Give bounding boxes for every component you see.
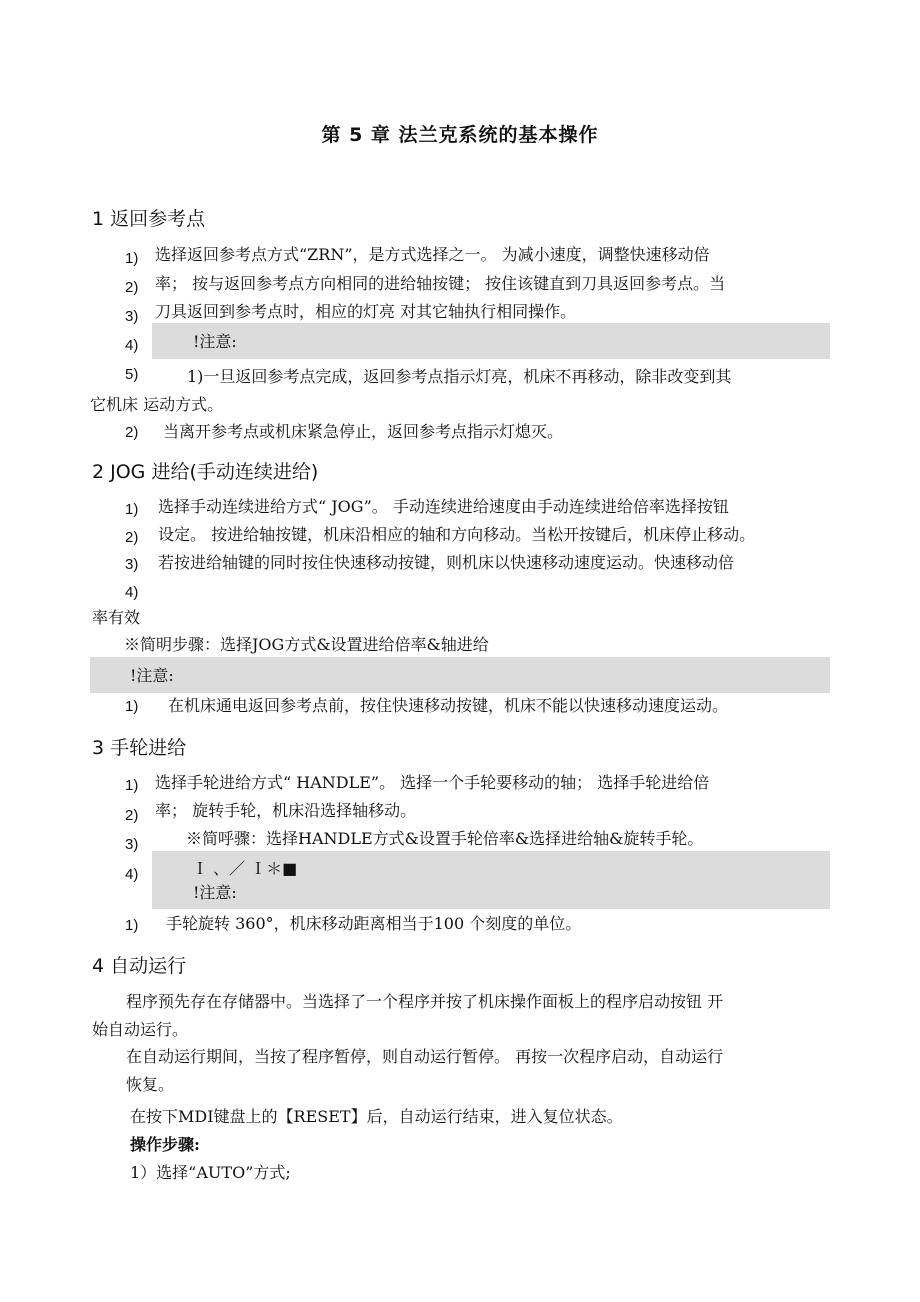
note-text: 手轮旋转 360°，机床移动距离相当于100 个刻度的单位。 [166,914,582,933]
list-number: 2) [125,807,139,824]
note-text: 在机床通电返回参考点前，按住快速移动按键，机床不能以快速移动速度运动。 [168,696,729,715]
paragraph-line: 在自动运行期间，当按了程序暂停，则自动运行暂停。 再按一次程序启动，自动运行 [126,1047,724,1066]
steps-summary: ※简呼骤：选择HANDLE方式&设置手轮倍率&选择进给轴&旋转手轮。 [186,829,704,848]
page-title: 第 5 章 法兰克系统的基本操作 [321,124,599,146]
list-number: 1) [125,501,139,518]
section-2-heading: 2 JOG 进给(手动连续进给) [92,461,319,483]
paragraph-line: 恢复。 [126,1075,175,1094]
note-text: 它机床 运动方式。 [90,395,224,414]
paragraph-line: 程序预先存在存储器中。当选择了一个程序并按了机床操作面板上的程序启动按钮 开 [126,992,724,1011]
list-number: 2) [125,529,139,546]
list-number: 4) [125,866,139,883]
paragraph-line: 在按下MDI键盘上的【RESET】后，自动运行结束，进入复位状态。 [130,1107,623,1126]
steps-summary: ※简明步骤：选择JOG方式&设置进给倍率&轴进给 [124,635,489,654]
paragraph-line: 选择手轮进给方式“ HANDLE”。 选择一个手轮要移动的轴； 选择手轮进给倍 [155,773,710,792]
section-1-heading: 1 返回参考点 [92,208,206,230]
list-number: 1) [125,250,139,267]
section-4-heading: 4 自动运行 [92,955,187,977]
paragraph-line: 率； 旋转手轮，机床沿选择轴移动。 [155,801,417,820]
list-number: 4) [125,584,139,601]
list-number: 5) [125,366,139,383]
paragraph-line: 设定。 按进给轴按键，机床沿相应的轴和方向移动。当松开按键后，机床停止移动。 [158,525,756,544]
garbled-text: Ｉ 、／ Ｉ＊■ [192,859,298,878]
step-item: 1）选择“AUTO”方式; [130,1163,291,1182]
list-number: 1) [125,917,139,934]
paragraph-line: 若按进给轴键的同时按住快速移动按键，则机床以快速移动速度运动。快速移动倍 [158,553,735,572]
list-number: 1) [125,777,139,794]
note-label: !注意: [130,666,174,685]
list-number: 1) [125,698,139,715]
paragraph-line: 率有效 [92,608,141,627]
note-text: 1)一旦返回参考点完成，返回参考点指示灯亮，机床不再移动，除非改变到其 [187,367,732,386]
note-label: !注意: [193,883,237,902]
section-3-heading: 3 手轮进给 [92,737,187,759]
paragraph-line: 选择手动连续进给方式“ JOG”。 手动连续进给速度由手动连续进给倍率选择按钮 [158,497,729,516]
list-number: 4) [125,337,139,354]
note-label: !注意: [193,332,237,351]
list-number: 2) [125,279,139,296]
steps-title: 操作步骤: [130,1135,200,1154]
paragraph-line: 选择返回参考点方式“ZRN”，是方式选择之一。 为减小速度，调整快速移动倍 [155,245,710,264]
list-number: 3) [125,556,139,573]
note-shading [152,323,830,359]
list-number: 2) [125,424,139,441]
list-number: 3) [125,836,139,853]
paragraph-line: 率； 按与返回参考点方向相同的进给轴按键； 按住该键直到刀具返回参考点。当 [155,274,726,293]
paragraph-line: 刀具返回到参考点时，相应的灯亮 对其它轴执行相同操作。 [155,302,577,321]
list-number: 3) [125,308,139,325]
note-text: 当离开参考点或机床紧急停止，返回参考点指示灯熄灭。 [163,422,564,441]
paragraph-line: 始自动运行。 [92,1020,189,1039]
note-shading [90,657,830,693]
